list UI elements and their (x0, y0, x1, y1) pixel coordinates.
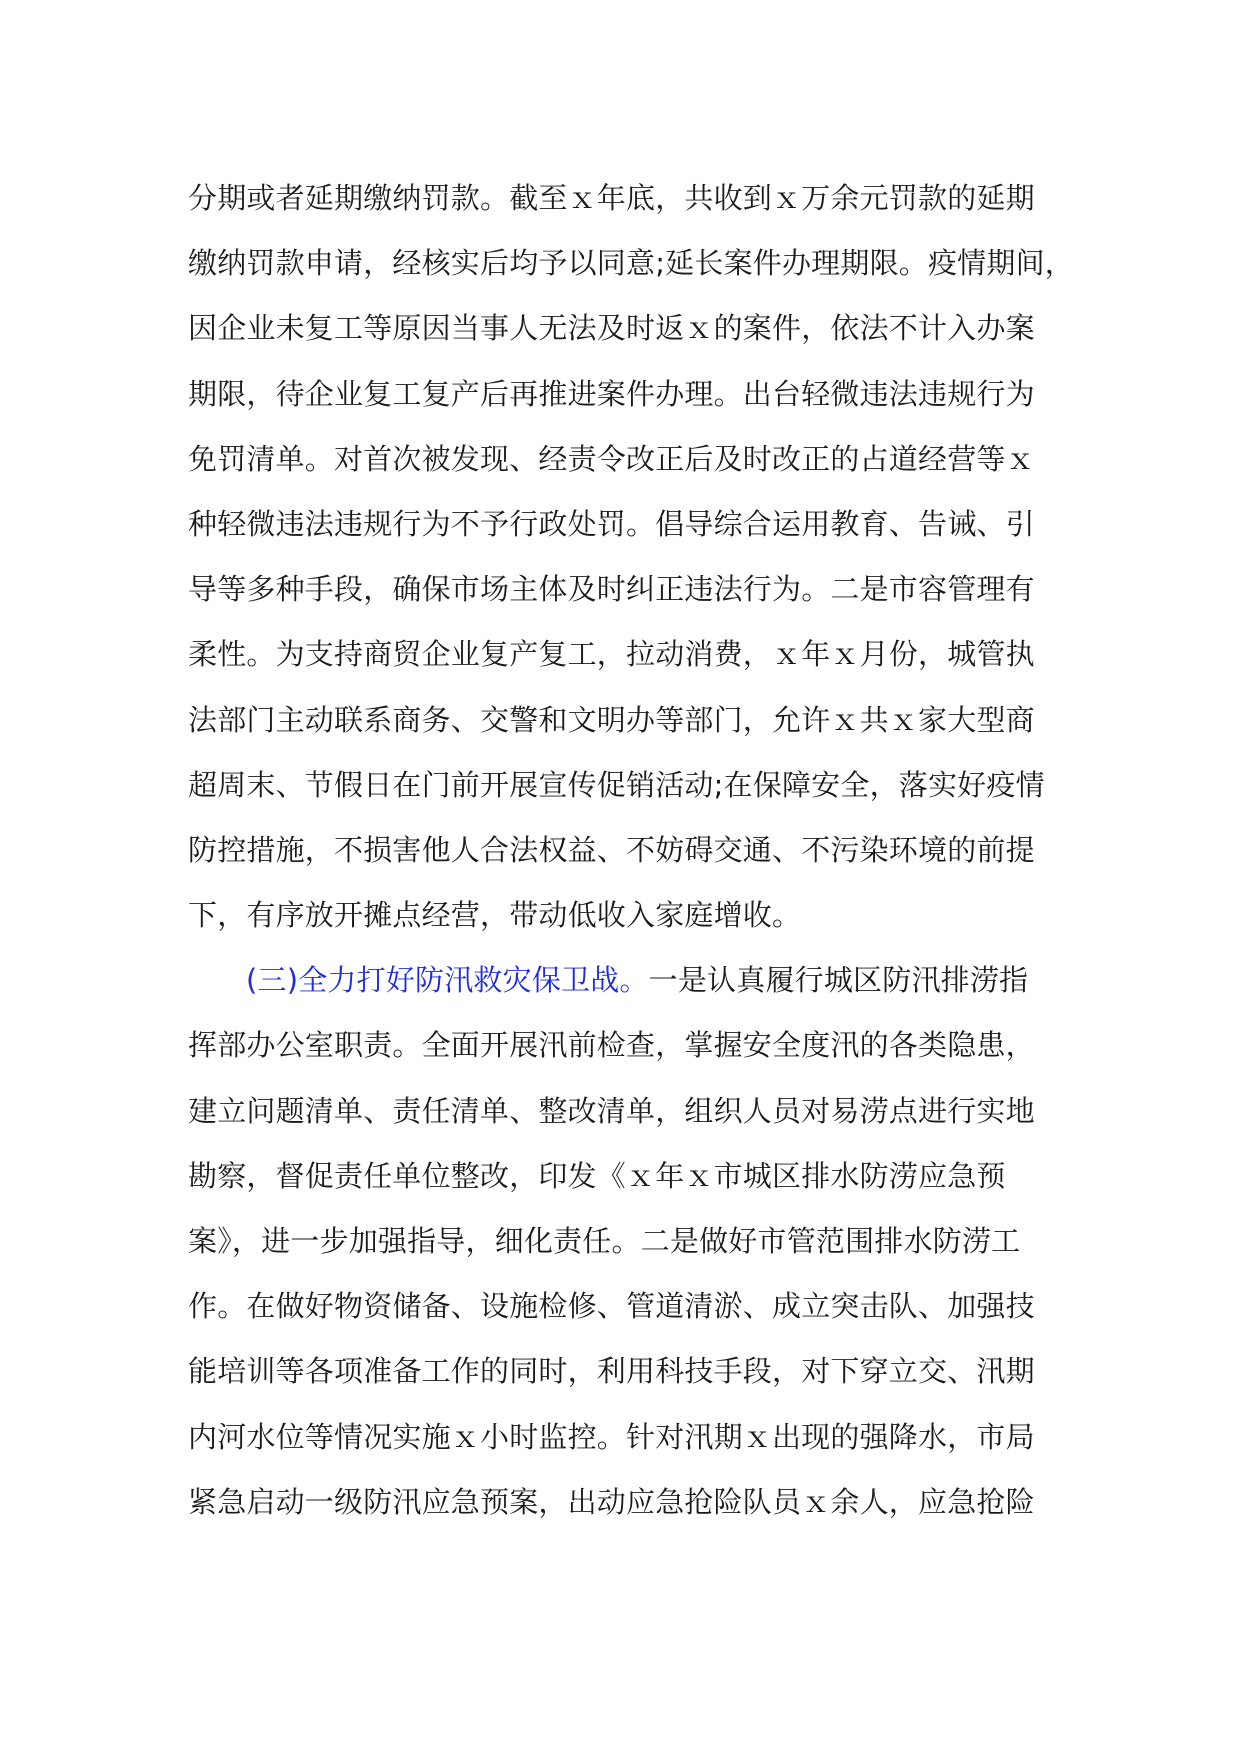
text-line: 缴纳罚款申请，经核实后均予以同意;延长案件办理期限。疫情期间， (188, 246, 1074, 281)
text-line: 内河水位等情况实施ｘ小时监控。针对汛期ｘ出现的强降水，市局 (188, 1419, 1035, 1454)
document-body (188, 166, 1074, 1535)
text-line: 建立问题清单、责任清单、整改清单，组织人员对易涝点进行实地 (188, 1093, 1035, 1128)
text-line: 能培训等各项准备工作的同时，利用科技手段，对下穿立交、汛期 (188, 1354, 1035, 1389)
text-line: 种轻微违法违规行为不予行政处罚。倡导综合运用教育、告诫、引 (188, 506, 1035, 541)
text-line: 下，有序放开摊点经营，带动低收入家庭增收。 (188, 898, 802, 933)
section-first-line (188, 948, 1068, 1013)
text-line: 柔性。为支持商贸企业复产复工，拉动消费，ｘ年ｘ月份，城管执 (188, 637, 1035, 672)
text-line: 案》，进一步加强指导，细化责任。二是做好市管范围排水防涝工 (188, 1224, 1021, 1258)
text-line: 免罚清单。对首次被发现、经责令改正后及时改正的占道经营等ｘ (188, 441, 1035, 476)
text-line: 因企业未复工等原因当事人无法及时返ｘ的案件，依法不计入办案 (188, 311, 1035, 346)
text-line: 勘察，督促责任单位整改，印发《ｘ年ｘ市城区排水防涝应急预 (188, 1158, 1006, 1193)
text-line: 防控措施，不损害他人合法权益、不妨碍交通、不污染环境的前提 (188, 832, 1035, 867)
section-heading: (三)全力打好防汛救灾保卫战。 (246, 963, 649, 998)
section-first-line-text: 一是认真履行城区防汛排涝指 (648, 963, 1029, 998)
text-line: 期限，待企业复工复产后再推进案件办理。出台轻微违法违规行为 (188, 376, 1035, 411)
text-line: 导等多种手段，确保市场主体及时纠正违法行为。二是市容管理有 (188, 572, 1035, 607)
text-line: 法部门主动联系商务、交警和文明办等部门，允许ｘ共ｘ家大型商 (188, 702, 1035, 737)
text-line: 紧急启动一级防汛应急预案，出动应急抢险队员ｘ余人，应急抢险 (188, 1484, 1035, 1519)
text-line: 超周末、节假日在门前开展宣传促销活动;在保障安全，落实好疫情 (188, 767, 1045, 802)
text-line: 作。在做好物资储备、设施检修、管道清淤、成立突击队、加强技 (188, 1289, 1035, 1324)
text-line: 挥部办公室职责。全面开展汛前检查，掌握安全度汛的各类隐患， (188, 1028, 1035, 1063)
text-line: 分期或者延期缴纳罚款。截至ｘ年底，共收到ｘ万余元罚款的延期 (188, 181, 1035, 215)
